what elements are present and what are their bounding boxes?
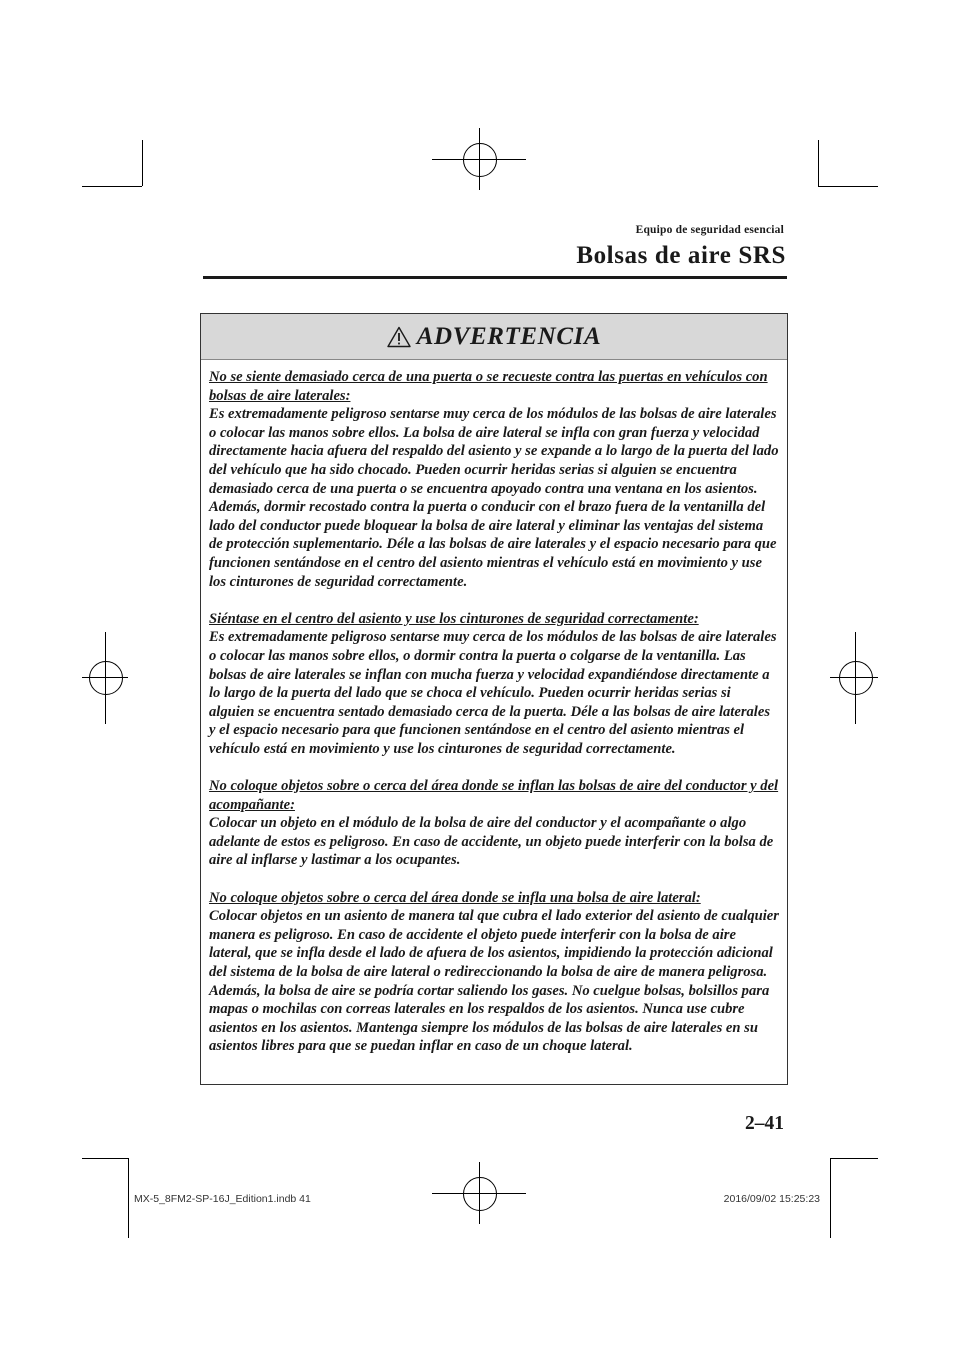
warning-section	[209, 368, 779, 591]
footer-filename: MX-5_8FM2-SP-16J_Edition1.indb 41	[134, 1193, 311, 1205]
warning-section-text: Colocar un objeto en el módulo de la bolsa de aire del conductor y el acompañante o algo adelante de estos es peligroso. En caso de accidente, un objeto puede interferir con la bolsa de aire al inflarse y lastimar a los ocupantes.	[209, 815, 774, 869]
warning-section-title: No coloque objetos sobre o cerca del área donde se infla una bolsa de aire lateral:	[209, 889, 701, 906]
warning-section-title: No se siente demasiado cerca de una puerta o se recueste contra las puertas en vehículos con bolsas de aire laterales:	[209, 369, 768, 404]
page-title: Bolsas de aire SRS	[576, 242, 786, 269]
warning-section-text: Colocar objetos en un asiento de manera tal que cubra el lado exterior del asiento de cualquier manera es peligroso. En caso de accidente el objeto puede interferir con la bolsa de aire lateral, que se infla desde el lado de afuera de los asientos, impidiendo la protección adicional del sistema de la bolsa de aire lateral o redireccionando la bolsa de aire de manera peligrosa. Además, la bolsa de aire se podría cortar saliendo los gases. No cuelgue bolsas, bolsillos para mapas o mochilas con correas laterales en los respaldos de los asientos. Nunca use cubre asientos en los asientos. Mantenga siempre los módulos de las bolsas de aire laterales en su asientos libres para que se puedan inflar en caso de un choque lateral.	[209, 908, 779, 1055]
warning-section-text: Es extremadamente peligroso sentarse muy cerca de los módulos de las bolsas de aire laterales o colocar las manos sobre ellos. La bolsa de aire lateral se infla con gran fuerza y velocidad directamente hacia afuera del respaldo del asiento y se expande a lo largo de la puerta del lado del vehículo que ha sido chocado. Pueden ocurrir heridas serias si alguien se encuentra demasiado cerca de una puerta o se encuentra apoyado contra una ventana en los asientos. Además, dormir recostado contra la puerta o conducir con el brazo fuera de la ventanilla del lado del conductor puede bloquear la bolsa de aire lateral y eliminar las ventajas del sistema de protección suplementario. Déle a las bolsas de aire laterales y el espacio necesario para que funcionen sentándose en el centro del asiento mientras el vehículo está en movimiento y use los cinturones de seguridad correctamente.	[209, 406, 779, 590]
warning-box	[200, 313, 788, 1085]
warning-section	[209, 777, 779, 870]
warning-title: ADVERTENCIA	[416, 322, 602, 350]
warning-section	[209, 610, 779, 759]
warning-section-title: Siéntase en el centro del asiento y use los cinturones de seguridad correctamente:	[209, 610, 699, 627]
warning-header	[201, 314, 787, 360]
warning-body	[201, 360, 787, 1056]
page-number: 2–41	[745, 1113, 784, 1134]
section-label: Equipo de seguridad esencial	[635, 224, 784, 236]
header-divider	[203, 276, 787, 279]
warning-section-title: No coloque objetos sobre o cerca del área donde se inflan las bolsas de aire del conductor y del acompañante:	[209, 778, 779, 813]
warning-section-text: Es extremadamente peligroso sentarse muy cerca de los módulos de las bolsas de aire laterales o colocar las manos sobre ellos, o dormir contra la puerta o colgarse de la ventanilla. Las bolsas de aire laterales se inflan con mucha fuerza y velocidad expandiéndose directamente a lo largo de la puerta del lado que se choca el vehículo. Pueden ocurrir heridas serias si alguien se encuentra sentado demasiado cerca de la puerta. Déle a las bolsas de aire laterales y el espacio necesario para que funcionen sentándose en el centro del asiento mientras el vehículo está en movimiento y use los cinturones de seguridad correctamente.	[209, 629, 777, 757]
warning-triangle-icon	[387, 326, 411, 348]
footer-timestamp: 2016/09/02 15:25:23	[723, 1193, 820, 1205]
warning-section	[209, 889, 779, 1056]
